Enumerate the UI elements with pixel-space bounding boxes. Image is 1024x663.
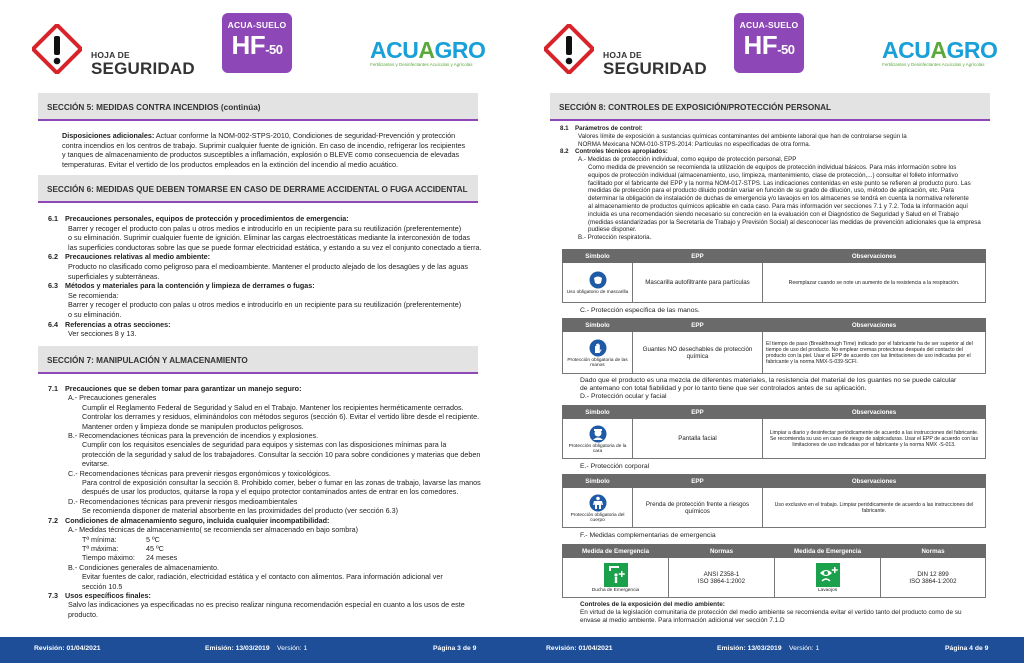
- sec7-line: Para control de exposición consultar la sección 8. Prohibido comer, beber o fumar en las zonas de trabajo, lavarse las manos: [82, 478, 481, 488]
- env-controls-line: En virtud de la legislación comunitaria de protección del medio ambiente se recomienda evitar el vertido tanto del producto como de su: [580, 609, 962, 616]
- col-header: EPP: [633, 406, 763, 419]
- sublabel-eyes: D.- Protección ocular y facial: [580, 393, 667, 400]
- time-max-value: 24 meses: [146, 553, 178, 563]
- sec5-line: Actuar conforme la NOM-002-STPS-2010, Condiciones de seguridad-Prevención y protección: [154, 131, 456, 140]
- sublabel-hands: C.- Protección específica de las manos.: [580, 307, 700, 314]
- logo-text-a: ACU: [882, 37, 931, 63]
- obs-cell: El tiempo de paso (Breakthrough Time) indicado por el fabricante ha de ser superior al del tiempo de uso del producto. No emplear cremas protectoras después del contacto del producto con la piel. Usar el EPP de acuerdo con las limitaciones de uso indicadas por el fabricante y la norma NMX-S-039-SCFI.: [763, 332, 986, 374]
- page-footer: [0, 637, 512, 663]
- temp-max-label: Tª máxima:: [82, 543, 119, 553]
- env-controls-line: envase al medio ambiente. Para información adicional ver sección 7.1.D: [580, 617, 785, 624]
- sec8-line: Valores límite de exposición a sustancias químicas contaminantes del ambiente laboral que han de controlarse según la: [578, 132, 907, 140]
- sec6-line: Producto no clasificado como peligroso para el medioambiente. Mantener el producto alejado de los desagües y de las aguas: [68, 261, 468, 271]
- footer-page: Página 3 de 9: [433, 645, 477, 652]
- norm-text: ISO 3864-1:2002: [909, 577, 957, 585]
- sec6-line: o su eliminación. Suprimir cualquier fuente de ignición. Eliminar las cargas electroestáticas mediante la interconexión de todas: [68, 233, 470, 243]
- sec8-line: Como medida de prevención se recomienda la utilización de equipos de protección individual básicos. Para más información sobre los: [588, 163, 957, 171]
- sec5-line: temperaturas. Evitar el vertido de los productos empleados en la extinción del incendio al medio acuático.: [62, 159, 399, 169]
- footer-version: Versión: 1: [277, 645, 308, 652]
- sec6-line: o su eliminación.: [68, 309, 122, 319]
- emergency-table: [562, 544, 986, 598]
- footer-revision: Revisión: 01/04/2021: [34, 645, 101, 652]
- sec8-line: al almacenamiento de productos químicos aplicable en cada caso. Para más información ver secciones 7.1 y 7.2. Toda la información aquí: [588, 202, 968, 210]
- item-heading: Condiciones de almacenamiento seguro, incluida cualquier incompatibilidad:: [65, 515, 330, 525]
- sec8-line: NORMA Mexicana NOM-010-STPS-2014: Partículas no especificadas de otra forma.: [578, 140, 811, 148]
- sec7-line: B.- Condiciones generales de almacenamiento.: [68, 562, 220, 572]
- logo-tagline: Fertilizantes y Desinfectantes Acuícolas y Agrícolas: [370, 62, 473, 67]
- icon-caption: Uso obligatorio de mascarilla: [566, 290, 629, 296]
- sec7-line: C.- Recomendaciones técnicas para prevenir riesgos ergonómicos y toxicológicos.: [68, 468, 331, 478]
- sec7-line: después de usar los productos, quitarse la ropa y el equipo protector contaminados antes de entrar en los comedores.: [82, 487, 459, 497]
- section-6-header: SECCIÓN 6: MEDIDAS QUE DEBEN TOMARSE EN CASO DE DERRAME ACCIDENTAL O FUGA ACCIDENTAL: [38, 175, 478, 203]
- face-shield-icon: [589, 425, 607, 443]
- epp-table-hands: [562, 318, 986, 374]
- sec7-line: Evitar fuentes de calor, radiación, electricidad estática y el contacto con alimentos. Para información adicional ver: [82, 572, 443, 582]
- sublabel-gloves-note: [580, 377, 956, 401]
- item-number: 7.3: [48, 590, 58, 600]
- sec7-line: evitarse.: [82, 459, 110, 469]
- logo-wordmark: [882, 37, 998, 63]
- acuagro-logo: [370, 37, 486, 78]
- sublabel-emergency: F.- Medidas complementarias de emergencia: [580, 532, 716, 539]
- icon-caption: Ducha de Emergencia: [591, 588, 640, 594]
- col-header: Observaciones: [763, 319, 986, 332]
- doc-type-label: HOJA DE: [91, 50, 130, 60]
- col-header: Símbolo: [563, 250, 633, 263]
- section-7-header: SECCIÓN 7: MANIPULACIÓN Y ALMACENAMIENTO: [38, 346, 478, 374]
- logo-text-c: GRO: [946, 37, 998, 63]
- gloves-icon: [589, 339, 607, 357]
- temp-max-value: 45 ºC: [146, 543, 164, 553]
- acuagro-logo: [882, 37, 998, 78]
- epp-cell: Prenda de protección frente a riesgos químicos: [633, 488, 763, 528]
- footer-emision: Emisión: 13/03/2019: [205, 645, 270, 652]
- product-top-text: ACUA-SUELO: [227, 20, 287, 30]
- epp-table-face: [562, 405, 986, 459]
- obs-cell: Uso exclusivo en el trabajo. Limpiar periódicamente de acuerdo a las instrucciones del fabricante.: [763, 488, 986, 528]
- page-footer: [512, 637, 1024, 663]
- norm-text: ANSI Z358-1: [703, 570, 740, 578]
- item-number: 6.3: [48, 281, 58, 291]
- epp-table-body: [562, 474, 986, 528]
- col-header: Medida de Emergencia: [775, 545, 881, 558]
- page-4: [512, 0, 1024, 663]
- hazard-exclamation-icon: [32, 24, 82, 74]
- item-heading: Precauciones personales, equipos de protección y procedimientos de emergencia:: [65, 214, 349, 223]
- sec7-line: Cumplir el Reglamento Federal de Seguridad y Salud en el Trabajo. Mantener los recipientes herméticamente cerrados.: [82, 402, 464, 412]
- item-heading: Parámetros de control:: [575, 125, 643, 132]
- col-header: Símbolo: [563, 475, 633, 488]
- footer-page: Página 4 de 9: [945, 645, 989, 652]
- time-max-label: Tiempo máximo:: [82, 553, 135, 563]
- sec5-label: Disposiciones adicionales:: [62, 131, 155, 140]
- product-badge: [734, 13, 804, 73]
- col-header: Observaciones: [763, 475, 986, 488]
- item-heading: Referencias a otras secciones:: [65, 319, 171, 329]
- sec8-line: facilitado por el fabricante del EPP y la norma NOM-017-STPS. Las indicaciones contenidas en este punto se refieren al producto puro. Las: [588, 179, 971, 187]
- sec7-line: protección de la seguridad y salud de los trabajadores. Consultar la sección 10 para sobre condiciones y materias que deben: [82, 449, 481, 459]
- note-line: Dado que el producto es una mezcla de diferentes materiales, la resistencia del material de los guantes no se puede calcular: [580, 377, 957, 384]
- sec7-line: Mantener orden y limpieza donde se manipulen productos peligrosos.: [82, 421, 304, 431]
- logo-text-a: ACU: [370, 37, 419, 63]
- sec6-line: Ver secciones 8 y 13.: [68, 329, 137, 339]
- logo-tagline: Fertilizantes y Desinfectantes Acuícolas y Agrícolas: [882, 62, 985, 67]
- obs-cell: Reemplazar cuando se note un aumento de la resistencia a la respiración.: [763, 263, 986, 303]
- logo-wordmark: [370, 37, 486, 63]
- respirator-mask-icon: [589, 271, 607, 289]
- sec8-line: incluida es una recomendación siendo necesario su concreción en la evaluación con el Diagnóstico de Seguridad y Salud en el Trabajo: [588, 210, 959, 218]
- sec8-line: (medidas estandarizadas por la Secretaría de Trabajo y Previsión Social) al desconocer las medidas de prevención adicionales que la empresa: [588, 218, 981, 226]
- norm-text: ISO 3864-1:2002: [697, 577, 746, 585]
- sec6-line: superficiales y subterráneas.: [68, 271, 160, 281]
- footer-version: Versión: 1: [789, 645, 820, 652]
- sec5-line: y tanques de almacenamiento de productos susceptibles a inflamación, explosión o BLEVE como consecuencia de elevadas: [62, 150, 460, 160]
- col-header: Símbolo: [563, 406, 633, 419]
- footer-revision: Revisión: 01/04/2021: [546, 645, 613, 652]
- sec8-line: B.- Protección respiratoria.: [578, 234, 652, 242]
- sec5-line: contra incendios en los centros de trabajo. Suprimir cualquier fuente de ignición. En caso de incendio, refrigerar los recipientes: [62, 140, 466, 150]
- col-header: Símbolo: [563, 319, 633, 332]
- product-suffix-text: -50: [777, 42, 795, 57]
- item-number: 7.2: [48, 515, 58, 525]
- item-number: 6.2: [48, 252, 58, 262]
- item-number: 7.1: [48, 384, 58, 393]
- environment-controls: [580, 601, 1000, 625]
- item-heading: Métodos y materiales para la contención y limpieza de derrames o fugas:: [65, 281, 315, 291]
- sec8-line: A.- Medidas de protección individual, como equipo de protección personal, EPP: [578, 156, 797, 164]
- icon-caption: Lavaojos: [817, 588, 838, 594]
- col-header: Observaciones: [763, 406, 986, 419]
- icon-caption: Protección obligatoria de las manos: [567, 357, 628, 368]
- item-number: 6.4: [48, 319, 58, 329]
- sec6-line: Se recomienda:: [68, 290, 119, 300]
- item-number: 6.1: [48, 214, 58, 223]
- sec7-line: A.- Precauciones generales: [68, 393, 157, 403]
- col-header: Normas: [881, 545, 986, 558]
- col-header: EPP: [633, 475, 763, 488]
- product-main-text: HF: [743, 30, 778, 60]
- temp-min-value: 5 ºC: [146, 534, 160, 544]
- sec8-line: determinar la obligación de instalación de duchas de emergencia y/o lavaojos en los almacenes se tendrá en cuenta la normativa referente: [588, 195, 969, 203]
- eyewash-icon: [816, 563, 840, 587]
- section-6-body: [48, 214, 488, 339]
- sec7-line: Salvo las indicaciones ya especificadas no es preciso realizar ninguna recomendación especial en cuanto a los usos de este: [68, 600, 465, 610]
- sublabel-body: E.- Protección corporal: [580, 463, 650, 470]
- col-header: Observaciones: [763, 250, 986, 263]
- note-line: de antemano con total fiabilidad y por lo tanto tiene que ser controlados antes de su aplicación.: [580, 385, 867, 392]
- doc-type-label: HOJA DE: [603, 50, 642, 60]
- protective-clothing-icon: [589, 494, 607, 512]
- sec7-line: producto.: [68, 609, 98, 619]
- sec8-line: pudiese disponer.: [588, 226, 637, 234]
- doc-type-title: SEGURIDAD: [91, 59, 195, 78]
- sec7-line: B.- Recomendaciones técnicas para la prevención de incendios y explosiones.: [68, 431, 319, 441]
- emergency-shower-icon: [604, 563, 628, 587]
- sec7-line: Cumplir con los requisitos esenciales de seguridad para equipos y sistemas con las disposiciones mínimas para la: [82, 440, 447, 450]
- logo-text-b: A: [418, 37, 435, 63]
- col-header: EPP: [633, 250, 763, 263]
- sec7-line: D.- Recomendaciones técnicas para prevenir riesgos medioambientales: [68, 496, 298, 506]
- sec6-line: Barrer y recoger el producto con palas u otros medios e introducirlo en un recipiente para su reutilización (preferentemente): [68, 300, 462, 310]
- norm-text: DIN 12 899: [917, 570, 949, 578]
- epp-table-respiratory: [562, 249, 986, 303]
- item-number: 8.2: [560, 148, 569, 156]
- product-name: [734, 30, 804, 65]
- sec7-line: Controlar los derrames y residuos, eliminándolos con métodos seguros (sección 6). Evitar el vertido libre desde el recipiente.: [82, 412, 480, 422]
- sec8-line: equipos de protección individual (almacenamiento, uso, limpieza, mantenimiento, clase de protección,...) consultar el folleto informativo: [588, 171, 959, 179]
- item-heading: Usos específicos finales:: [65, 590, 151, 600]
- epp-cell: Pantalla facial: [633, 419, 763, 459]
- product-name: [222, 30, 292, 65]
- logo-text-b: A: [930, 37, 947, 63]
- product-main-text: HF: [231, 30, 266, 60]
- footer-emision: Emisión: 13/03/2019: [717, 645, 782, 652]
- icon-caption: Protección obligatoria de la cara: [568, 443, 627, 454]
- sec7-line: sección 10.5: [82, 581, 123, 591]
- section-5-header: SECCIÓN 5: MEDIDAS CONTRA INCENDIOS (continúa): [38, 93, 478, 121]
- sec7-line: A.- Medidas técnicas de almacenamiento( se recomienda ser almacenado en bajo sombra): [68, 525, 359, 535]
- sec6-line: Barrer y recoger el producto con palas u otros medios e introducirlo en un recipiente para su reutilización (preferentemente): [68, 223, 462, 233]
- col-header: EPP: [633, 319, 763, 332]
- product-top-text: ACUA-SUELO: [739, 20, 799, 30]
- epp-cell: Mascarilla autofiltrante para partículas: [633, 263, 763, 303]
- item-number: 8.1: [560, 125, 569, 132]
- product-suffix-text: -50: [265, 42, 283, 57]
- item-heading: Precauciones relativas al medio ambiente:: [65, 252, 211, 262]
- item-heading: Precauciones que se deben tomar para garantizar un manejo seguro:: [65, 384, 302, 393]
- section-7-body: [48, 384, 488, 619]
- epp-cell: Guantes NO desechables de protección química: [633, 332, 763, 374]
- logo-text-c: GRO: [434, 37, 486, 63]
- sec7-line: Se recomienda disponer de material absorbente en las proximidades del producto (ver sección 6.3): [82, 506, 399, 516]
- section-8-intro: [560, 125, 1010, 242]
- icon-caption: Protección obligatoria del cuerpo: [570, 512, 625, 523]
- sec8-line: medidas de protección para el producto diluido podrán variar en función de su grado de dilución, uso, método de aplicación, etc. Para: [588, 187, 954, 195]
- section-8-header: SECCIÓN 8: CONTROLES DE EXPOSICIÓN/PROTECCIÓN PERSONAL: [550, 93, 990, 121]
- col-header: Medida de Emergencia: [563, 545, 669, 558]
- sec6-line: las superficies conductoras sobre las que se puede formar electricidad estática, y estando a su vez el conjunto conectado a tierra.: [68, 242, 482, 252]
- section-5-body: [62, 131, 482, 169]
- item-heading: Controles técnicos apropiados:: [575, 148, 668, 156]
- doc-type-title: SEGURIDAD: [603, 59, 707, 78]
- env-controls-title: Controles de la exposición del medio ambiente:: [580, 601, 725, 608]
- hazard-exclamation-icon: [544, 24, 594, 74]
- obs-cell: Limpiar a diario y desinfectar periódicamente de acuerdo a las instrucciones del fabricante. Se recomienda su uso en caso de riesgo de salpicaduras. Usar el EPP de acuerdo con las limitaciones de uso indicadas por el fabricante y la norma NMX -S-013.: [763, 419, 986, 459]
- product-badge: [222, 13, 292, 73]
- col-header: Normas: [669, 545, 775, 558]
- temp-min-label: Tª mínima:: [82, 534, 117, 544]
